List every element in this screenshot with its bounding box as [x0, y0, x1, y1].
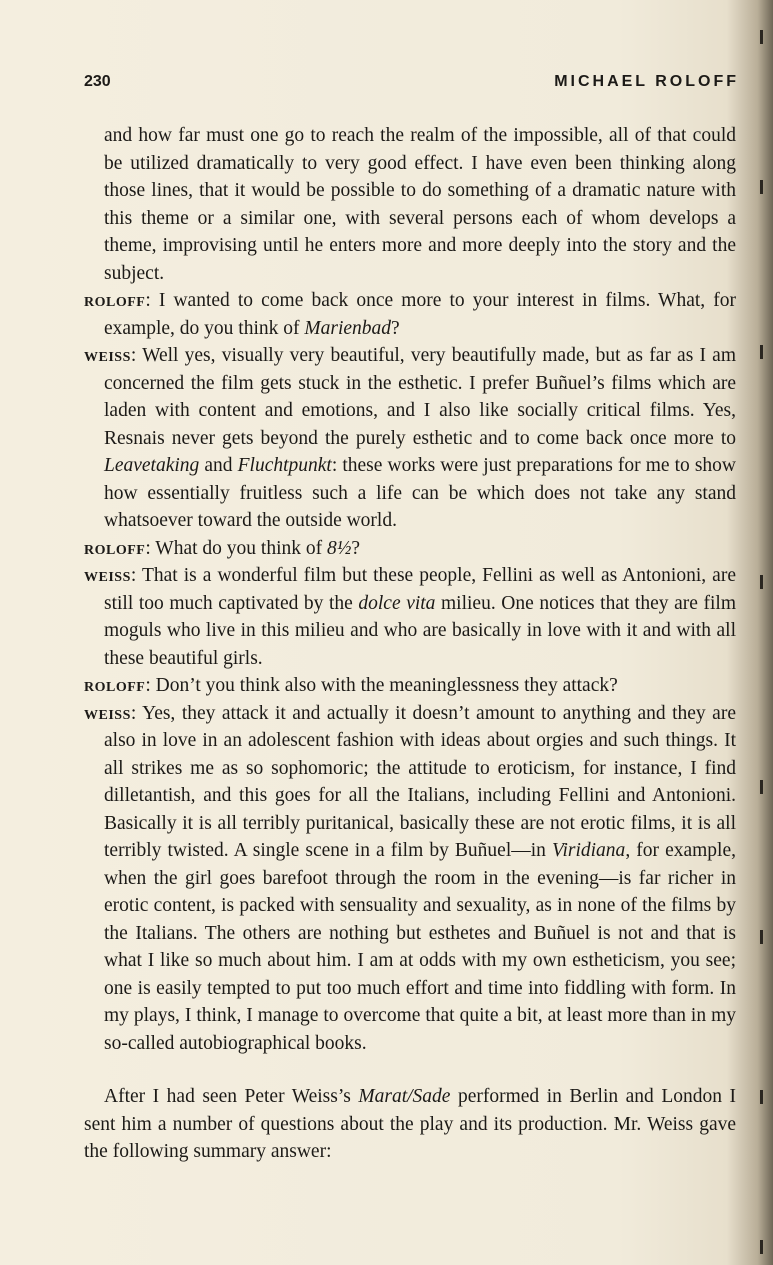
- text-run: performed in Berlin and London I sent him a number of questions about the play and its production. Mr. Weiss gave the following summary answer:: [84, 1086, 736, 1162]
- text-run: , for example, when the girl goes barefoot through the room in the evening—is far richer in erotic content, is packed with sensuality and sexuality, as in none of the films by the Italians. The others are nothing but esthetes and Buñuel is not and that is what I like so much about him. I am at odds with my own estheticism, you see; one is easily tempted to put too much effort and time into fiddling with form. In my plays, I think, I manage to overcome that quite a bit, at least more than in my so-called autobiographical books.: [104, 840, 737, 1054]
- running-title: MICHAEL ROLOFF: [554, 73, 739, 90]
- binding-mark: [760, 180, 763, 194]
- italic-title: Viridiana: [552, 840, 626, 861]
- dialogue-paragraph: weiss: Yes, they attack it and actually it doesn’t amount to anything and they are also in love in an adolescent fashion with ideas about orgies and such things. It all strikes me as so sophomoric; the attitude to eroticism, for instance, I find dilletantish, and this goes for all the Italians, including Fellini and Antonioni. Basically it is all terribly puritanical, basically these are not erotic films, it is all terribly twisted. A single scene in a film by Buñuel—in Viridiana, for example, when the girl goes barefoot through the room in the evening—is far richer in erotic content, is packed with sensuality and sexuality, as in none of the films by the Italians. The others are nothing but esthetes and Buñuel is not and that is what I like so much about him. I am at odds with my own estheticism, you see; one is easily tempted to put too much effort and time into fiddling with form. In my plays, I think, I manage to overcome that quite a bit, at least more than in my so-called autobiographical books.: [84, 702, 737, 1054]
- italic-title: Marat/Sade: [358, 1086, 451, 1107]
- dialogue-paragraph: weiss: Well yes, visually very beautiful, very beautifully made, but as far as I am concerned the film gets stuck in the esthetic. I prefer Buñuel’s films which are laden with content and emotions, and I also like socially critical films. Yes, Resnais never gets beyond the purely esthetic and to come back once more to Leavetaking and Fluchtpunkt: these works were just preparations for me to show how essentially fruitless such a life can be which does not take any stand whatsoever toward the outside world.: [84, 345, 737, 531]
- text-run: Yes, they attack it and actually it doesn’t amount to anything and they are also in love in an adolescent fashion with ideas about orgies and such things. It all strikes me as so sophomoric; the attitude to eroticism, for instance, I find dilletantish, and this goes for all the Italians, including Fellini and Antonioni. Basically it is all terribly puritanical, basically these are not erotic films, it is all terribly twisted. A single scene in a film by Buñuel—in: [104, 702, 736, 861]
- speaker-label: roloff: [84, 537, 146, 559]
- text-run: ?: [391, 317, 400, 339]
- dialogue-paragraph: roloff: Don’t you think also with the meaninglessness they attack?: [84, 675, 618, 696]
- text-run: : these works were just preparations for me to show how essentially fruitless such a life can be which does not take any stand whatsoever toward the outside world.: [104, 455, 737, 531]
- text-run: milieu. One notices that they are film moguls who live in this milieu and who are basically in love with it and with all these beautiful girls.: [104, 592, 736, 669]
- speaker-label: weiss: [84, 565, 131, 586]
- binding-mark: [760, 1240, 763, 1254]
- section-gap: [84, 1057, 736, 1083]
- binding-mark: [760, 30, 763, 44]
- italic-title: Leavetaking: [104, 455, 200, 476]
- text-run: I wanted to come back once more to your interest in films. What, for example, do you think of: [104, 290, 737, 339]
- binding-mark: [760, 345, 763, 359]
- italic-title: Fluchtpunkt: [237, 455, 332, 476]
- text-run: and how far must one go to reach the realm of the impossible, all of that could be utilized dramatically to very good effect. I have even been thinking along those lines, that it would be possible to do something of a dramatic nature with this theme or a similar one, with several persons each of whom develops a theme, improvising until he enters more and more deeply into the story and the subject.: [104, 125, 736, 284]
- running-header: [84, 73, 739, 97]
- italic-title: Marienbad: [304, 317, 392, 339]
- italic-title: 8½: [326, 537, 352, 559]
- dialogue-paragraph: weiss: That is a wonderful film but these people, Fellini as well as Antonioni, are still too much captivated by the dolce vita milieu. One notices that they are film moguls who live in this milieu and who are basically in love with it and with all these beautiful girls.: [84, 565, 736, 669]
- binding-mark: [760, 780, 763, 794]
- dialogue-paragraph: roloff: What do you think of 8½?: [84, 537, 361, 559]
- text-run: After I had seen Peter Weiss’s: [104, 1086, 359, 1107]
- text-run: That is a wonderful film but these people, Fellini as well as Antonioni, are still too much captivated by the: [104, 565, 736, 614]
- text-run: What do you think of: [155, 537, 327, 559]
- text-run: ?: [351, 537, 361, 559]
- dialogue-paragraph: roloff: I wanted to come back once more to your interest in films. What, for example, do you think of Marienbad?: [84, 290, 737, 339]
- binding-mark: [760, 575, 763, 589]
- speaker-label: roloff: [84, 290, 146, 311]
- text-run: Well yes, visually very beautiful, very beautifully made, but as far as I am concerned the film gets stuck in the esthetic. I prefer Buñuel’s films which are laden with content and emotions, and I also like socially critical films. Yes, Resnais never gets beyond the purely esthetic and to come back once more to: [104, 345, 736, 449]
- binding-mark: [760, 930, 763, 944]
- italic-title: dolce vita: [358, 592, 436, 614]
- speaker-label: weiss: [84, 702, 131, 724]
- text-run: Don’t you think also with the meaninglessness they attack?: [155, 675, 618, 696]
- speaker-label: weiss: [84, 345, 131, 366]
- binding-mark: [760, 1090, 763, 1104]
- speaker-label: roloff: [84, 675, 146, 696]
- page-number: 230: [84, 73, 111, 90]
- page-body: [84, 122, 736, 1166]
- text-paragraph: [84, 122, 736, 287]
- text-paragraph: [84, 1083, 736, 1166]
- text-run: and: [199, 455, 238, 476]
